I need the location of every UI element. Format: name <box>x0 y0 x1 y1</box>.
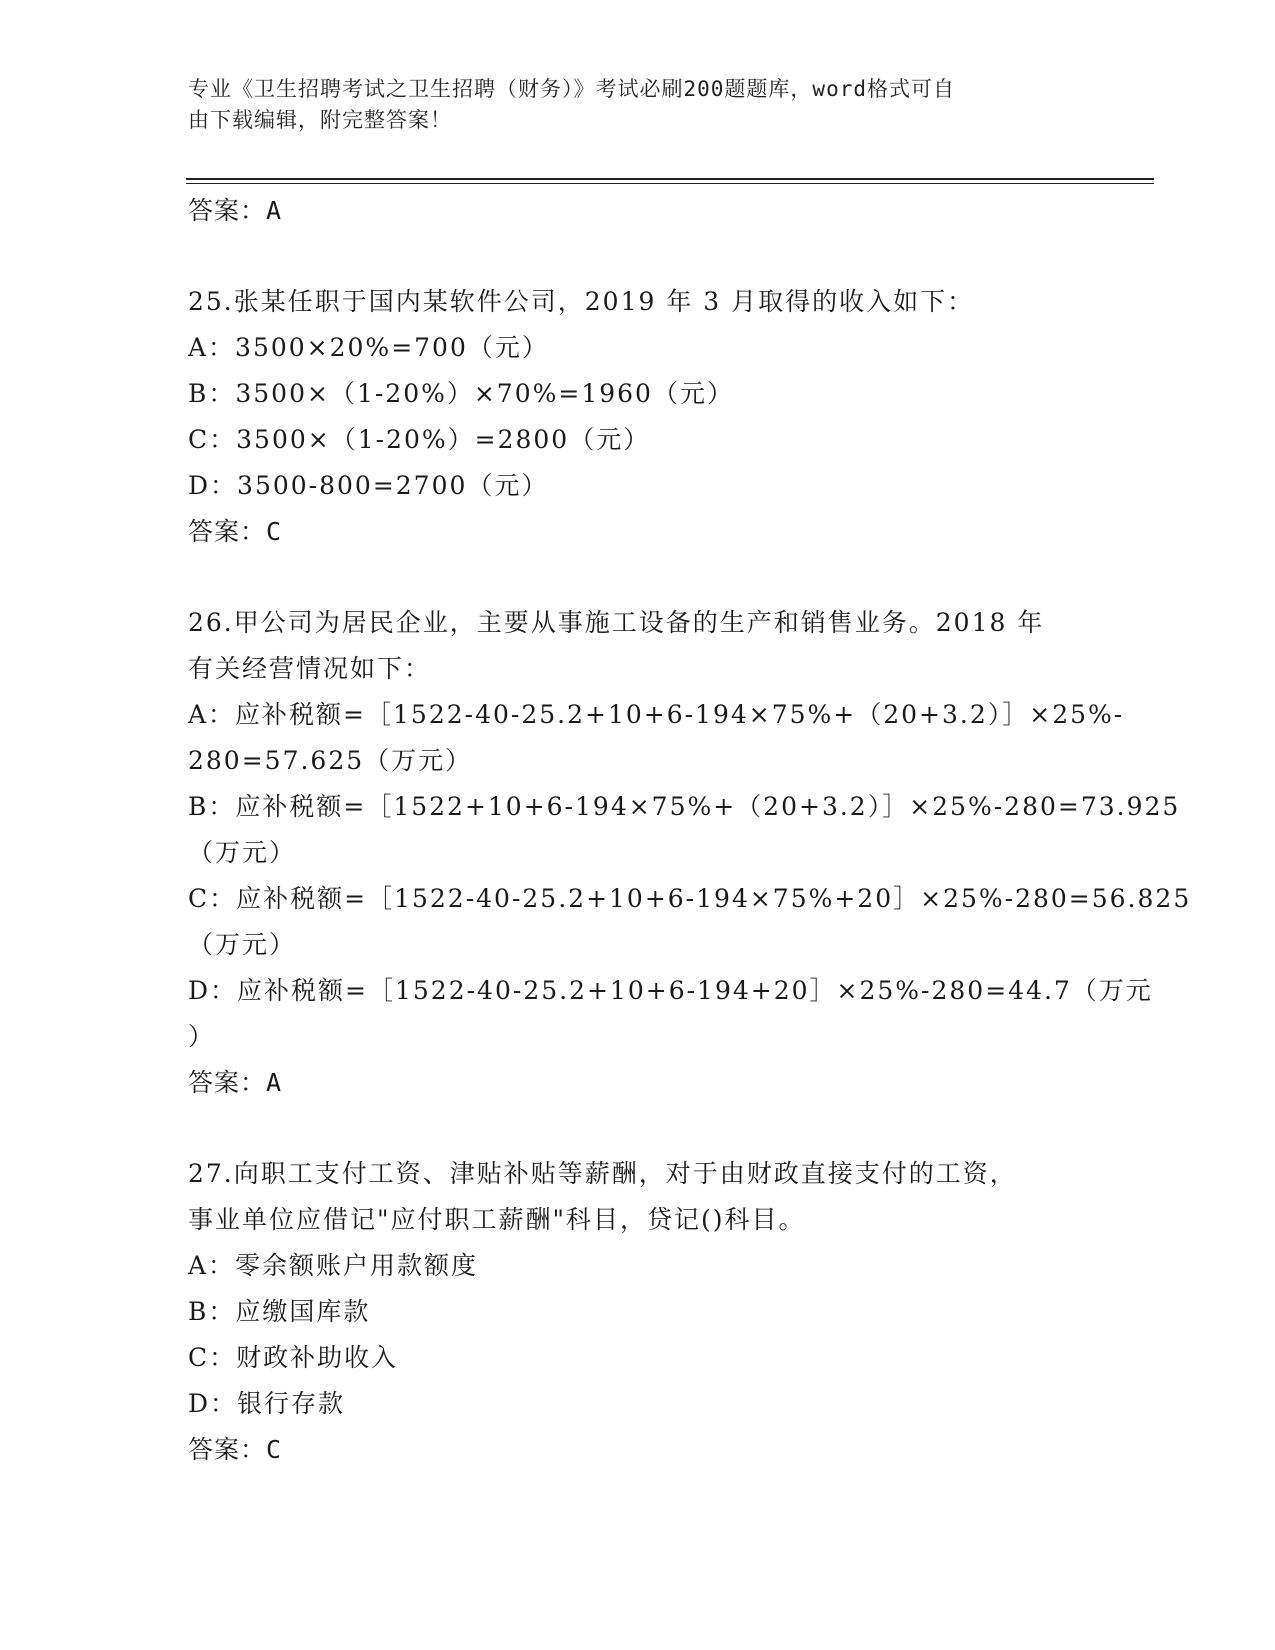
option-d-line-2: ） <box>188 1022 216 1051</box>
question-25 <box>188 279 1088 555</box>
option-c-line-1: C：应补税额=［1522-40-25.2+10+6-194×75%+20］×25%-280=56.825 <box>188 884 1192 913</box>
option-a-line-2: 280=57.625（万元） <box>188 746 473 775</box>
question-stem-line-1: 26.甲公司为居民企业，主要从事施工设备的生产和销售业务。2018 年 <box>188 608 1045 637</box>
option-a-line-1: A：应补税额=［1522-40-25.2+10+6-194×75%+（20+3.2）］×25%- <box>188 700 1125 729</box>
option-c-line-2: （万元） <box>188 930 297 959</box>
option-d: D：银行存款 <box>188 1389 346 1418</box>
option-b-line-1: B：应补税额=［1522+10+6-194×75%+（20+3.2）］×25%-280=73.925 <box>188 792 1181 821</box>
answer-prev-question: 答案：A <box>188 196 283 225</box>
option-b: B：应缴国库款 <box>188 1297 371 1326</box>
option-b: B：3500×（1-20%）×70%=1960（元） <box>188 379 734 408</box>
answer: 答案：C <box>188 517 283 546</box>
option-d: D：3500-800=2700（元） <box>188 471 549 500</box>
question-stem-line-1: 27.向职工支付工资、津贴补贴等薪酬，对于由财政直接支付的工资， <box>188 1159 1017 1188</box>
question-26 <box>188 600 1192 1106</box>
option-d-line-1: D：应补税额=［1522-40-25.2+10+6-194+20］×25%-280=44.7（万元 <box>188 976 1153 1005</box>
header-divider-thin <box>186 183 1154 184</box>
header-divider-thick <box>186 178 1154 180</box>
document-body <box>188 188 1192 1473</box>
option-c: C：3500×（1-20%）=2800（元） <box>188 425 651 454</box>
question-stem-line-2: 有关经营情况如下： <box>188 654 432 683</box>
option-a: A：3500×20%=700（元） <box>188 333 549 362</box>
question-stem-line-2: 事业单位应借记"应付职工薪酬"科目，贷记()科目。 <box>188 1205 806 1234</box>
option-c: C：财政补助收入 <box>188 1343 399 1372</box>
question-stem: 25.张某任职于国内某软件公司，2019 年 3 月取得的收入如下： <box>188 287 975 316</box>
option-a: A：零余额账户用款额度 <box>188 1251 479 1280</box>
answer: 答案：C <box>188 1435 283 1464</box>
header-line-1: 专业《卫生招聘考试之卫生招聘（财务）》考试必刷200题题库，word格式可自 <box>188 77 955 101</box>
header-line-2: 由下载编辑，附完整答案！ <box>188 108 452 132</box>
page-header <box>188 74 1068 136</box>
option-b-line-2: （万元） <box>188 838 297 867</box>
answer: 答案：A <box>188 1068 283 1097</box>
question-27 <box>188 1151 1088 1473</box>
